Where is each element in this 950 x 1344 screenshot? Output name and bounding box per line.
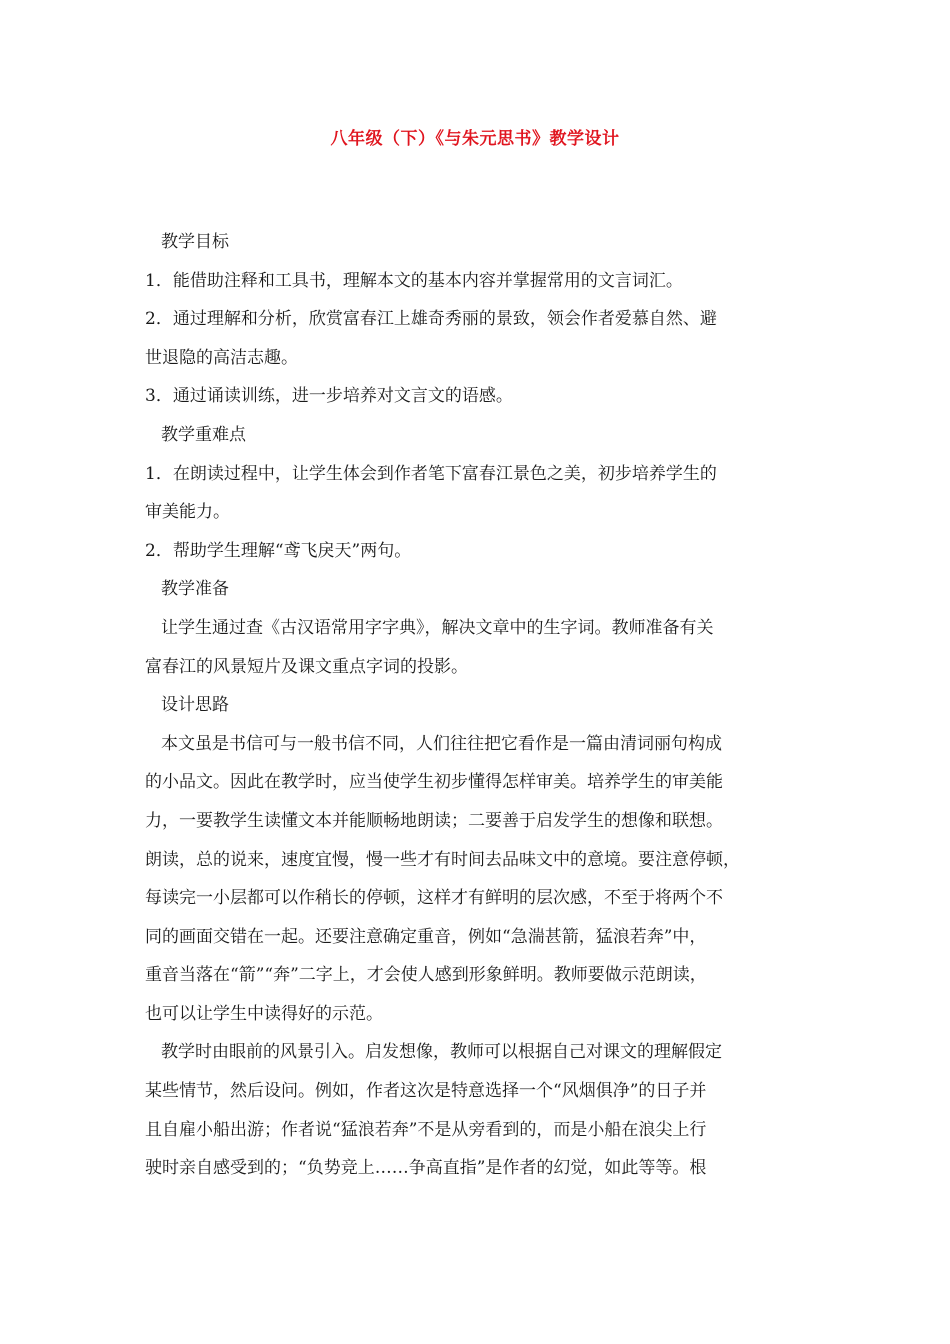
- text-line: 2．帮助学生理解“鸢飞戾天”两句。: [145, 540, 412, 561]
- text-line: 重音当落在“箭”“奔”二字上，才会使人感到形象鲜明。教师要做示范朗读，: [145, 965, 707, 986]
- text-line: 每读完一小层都可以作稍长的停顿，这样才有鲜明的层次感，不至于将两个不: [145, 888, 723, 909]
- section-heading-key-points: 教学重难点: [161, 424, 246, 445]
- text-line: 某些情节，然后设问。例如，作者这次是特意选择一个“风烟俱净”的日子并: [145, 1081, 707, 1102]
- section-heading-objectives: 教学目标: [161, 232, 229, 252]
- text-line: 同的画面交错在一起。还要注意确定重音，例如“急湍甚箭，猛浪若奔”中，: [145, 926, 707, 947]
- text-line: 也可以让学生中读得好的示范。: [145, 1003, 383, 1024]
- text-line: 本文虽是书信可与一般书信不同，人们往往把它看作是一篇由清词丽句构成: [161, 733, 722, 754]
- text-line: 3．通过诵读训练，进一步培养对文言文的语感。: [145, 386, 513, 407]
- text-line: 力，一要教学生读懂文本并能顺畅地朗读；二要善于启发学生的想像和联想。: [145, 810, 723, 831]
- section-heading-design: 设计思路: [161, 695, 229, 716]
- text-line: 世退隐的高洁志趣。: [145, 347, 298, 368]
- text-line: 的小品文。因此在教学时，应当使学生初步懂得怎样审美。培养学生的审美能: [145, 772, 723, 793]
- text-line: 1．在朗读过程中，让学生体会到作者笔下富春江景色之美，初步培养学生的: [145, 463, 717, 484]
- document-body: [145, 223, 815, 1188]
- text-line: 且自雇小船出游；作者说“猛浪若奔”不是从旁看到的，而是小船在浪尖上行: [145, 1119, 707, 1140]
- text-line: 审美能力。: [145, 502, 230, 523]
- document-title: 八年级（下）《与朱元思书》教学设计: [330, 129, 620, 149]
- text-line: 让学生通过查《古汉语常用字字典》，解决文章中的生字词。教师准备有关: [161, 617, 714, 638]
- section-heading-preparation: 教学准备: [161, 579, 229, 600]
- text-line: 1．能借助注释和工具书，理解本文的基本内容并掌握常用的文言词汇。: [145, 270, 683, 291]
- text-line: 教学时由眼前的风景引入。启发想像，教师可以根据自己对课文的理解假定: [161, 1042, 722, 1063]
- text-line: 富春江的风景短片及课文重点字词的投影。: [145, 656, 468, 677]
- text-line: 2．通过理解和分析，欣赏富春江上雄奇秀丽的景致，领会作者爱慕自然、避: [145, 309, 717, 330]
- text-line: 驶时亲自感受到的；“负势竞上……争高直指”是作者的幻觉，如此等等。根: [145, 1158, 707, 1179]
- text-line: 朗读，总的说来，速度宜慢，慢一些才有时间去品味文中的意境。要注意停顿，: [145, 849, 740, 870]
